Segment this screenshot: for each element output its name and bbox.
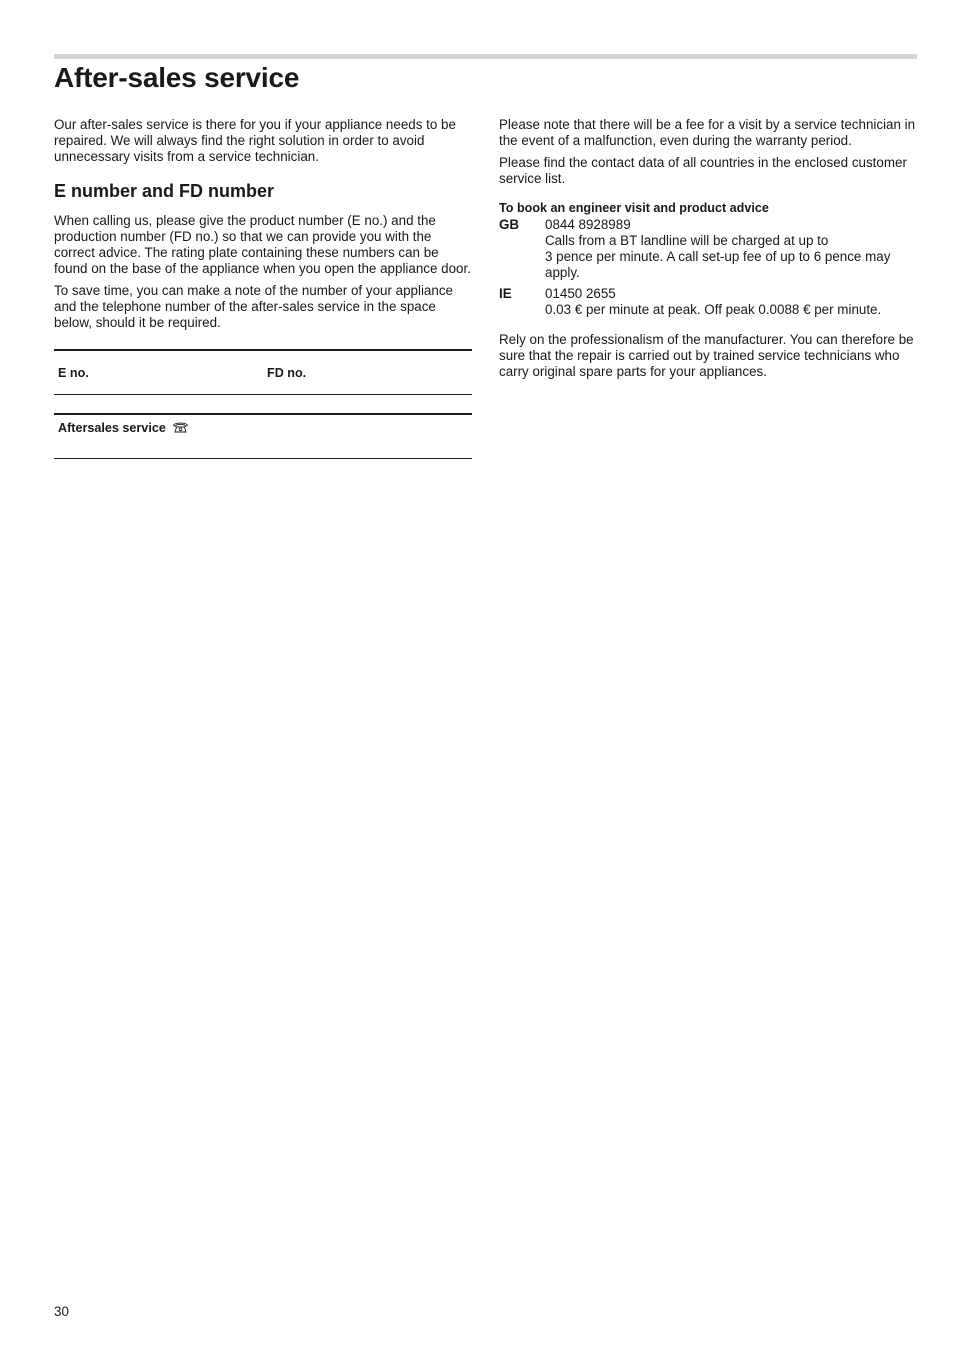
note-row-aftersales [54,413,472,459]
country-code: GB [499,217,520,232]
calling-paragraph: When calling us, please give the product number (E no.) and the production number (FD no.) so that we can provide you with the correct advice. The rating plate containing these numbers can be found on the base of the appliance when you open the appliance door. [54,213,471,276]
call-charge-line: 0.03 € per minute at peak. Off peak 0.0088 € per minute. [545,302,882,317]
aftersales-label: Aftersales service [58,421,166,435]
closing-paragraph: Rely on the professionalism of the manufacturer. You can therefore be sure that the repair is carried out by trained service technicians who carry original spare parts for your appliances. [499,332,914,379]
intro-paragraph: Our after-sales service is there for you if your appliance needs to be repaired. We will always find the right solution in order to avoid unnecessary visits from a service technician. [54,117,456,164]
phone-number: 0844 8928989 [545,217,631,232]
country-entry-ie [499,286,917,318]
e-no-label: E no. [58,366,89,380]
note-table [54,349,472,459]
page-number: 30 [54,1304,69,1319]
fee-paragraph: Please note that there will be a fee for a visit by a service technician in the event of a malfunction, even during the warranty period. [499,117,916,148]
aftersales-field [58,420,189,436]
page-title: After-sales service [54,62,300,93]
note-paragraph: To save time, you can make a note of the number of your appliance and the telephone number of the after-sales service in the space below, should it be required. [54,283,453,330]
fd-no-label: FD no. [267,366,307,380]
country-code: IE [499,286,512,301]
left-column [54,117,472,459]
telephone-icon [172,421,189,433]
right-column [499,117,917,386]
call-charge-line: 3 pence per minute. A call set-up fee of up to 6 pence may apply. [545,249,891,280]
booking-heading: To book an engineer visit and product advice [499,201,769,215]
country-entry-gb [499,217,917,281]
section-heading-e-number: E number and FD number [54,181,275,201]
header-rule [54,54,917,59]
contact-data-paragraph: Please find the contact data of all countries in the enclosed customer service list. [499,155,907,186]
note-row-numbers [54,349,472,395]
call-charge-line: Calls from a BT landline will be charged at up to [545,233,829,248]
phone-number: 01450 2655 [545,286,616,301]
